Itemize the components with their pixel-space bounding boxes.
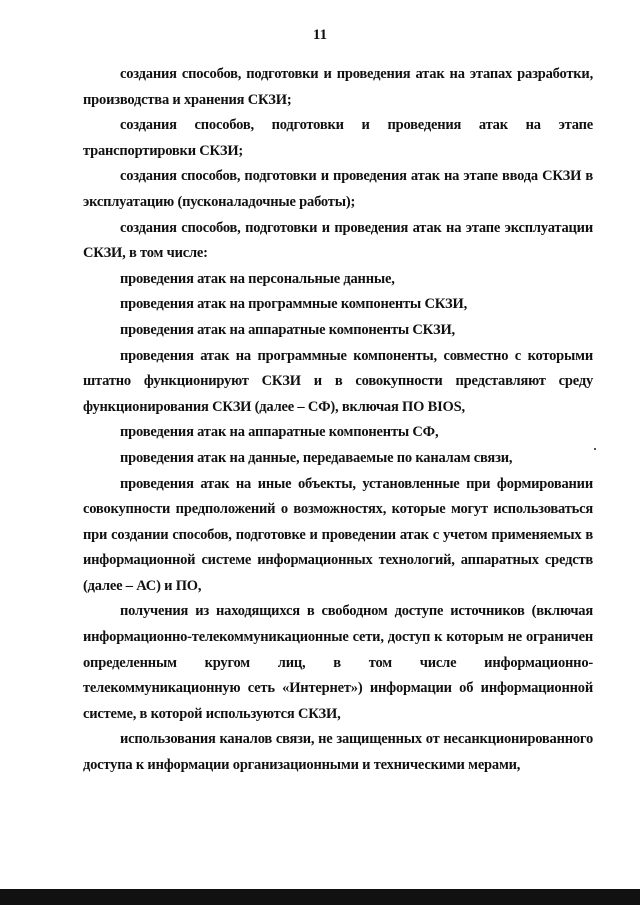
paragraph-commissioning-stage: создания способов, подготовки и проведения атак на этапе ввода СКЗИ в эксплуатацию (пусконаладочные работы); [83,168,593,210]
list-item-public-sources: получения из находящихся в свободном доступе источников (включая информационно-телекоммуникационные сети, доступ к которым не ограничен определенным кругом лиц, в том числе информационно-телекоммуникационную сеть «Интернет») информации об информационной системе, в которой используются СКЗИ, [83,603,593,722]
list-item-software-components: проведения атак на программные компоненты СКЗИ, [120,296,467,313]
scan-speck [594,448,596,450]
list-item-operating-environment: проведения атак на программные компоненты, совместно с которыми штатно функционируют СКЗИ и в совокупности представляют среду функционирования СКЗИ (далее – СФ), включая ПО BIOS, [83,347,593,415]
paragraph-operation-stage: создания способов, подготовки и проведения атак на этапе эксплуатации СКЗИ, в том числе: [83,219,593,262]
list-item-channel-data: проведения атак на данные, передаваемые по каналам связи, [120,449,513,466]
page-number: 11 [312,27,328,43]
list-item-other-objects: проведения атак на иные объекты, установленные при формировании совокупности предположений о возможностях, которые могут использоваться при создании способов, подготовке и проведении атак с учетом применяемых в информационной системе информационных технологий, аппаратных средств (далее – АС) и ПО, [83,475,593,594]
paragraph-development-stage: создания способов, подготовки и проведения атак на этапах разработки, производства и хранения СКЗИ; [83,66,593,108]
list-item-hardware-components: проведения атак на аппаратные компоненты СКЗИ, [120,321,455,338]
list-item-unprotected-channels: использования каналов связи, не защищенных от несанкционированного доступа к информации организационными и техническими мерами, [83,731,593,774]
scan-bottom-edge [0,889,640,905]
document-body [83,62,593,779]
list-item-environment-hardware: проведения атак на аппаратные компоненты СФ, [120,424,439,441]
paragraph-transport-stage: создания способов, подготовки и проведения атак на этапе транспортировки СКЗИ; [83,117,593,159]
list-item-personal-data: проведения атак на персональные данные, [120,270,395,287]
